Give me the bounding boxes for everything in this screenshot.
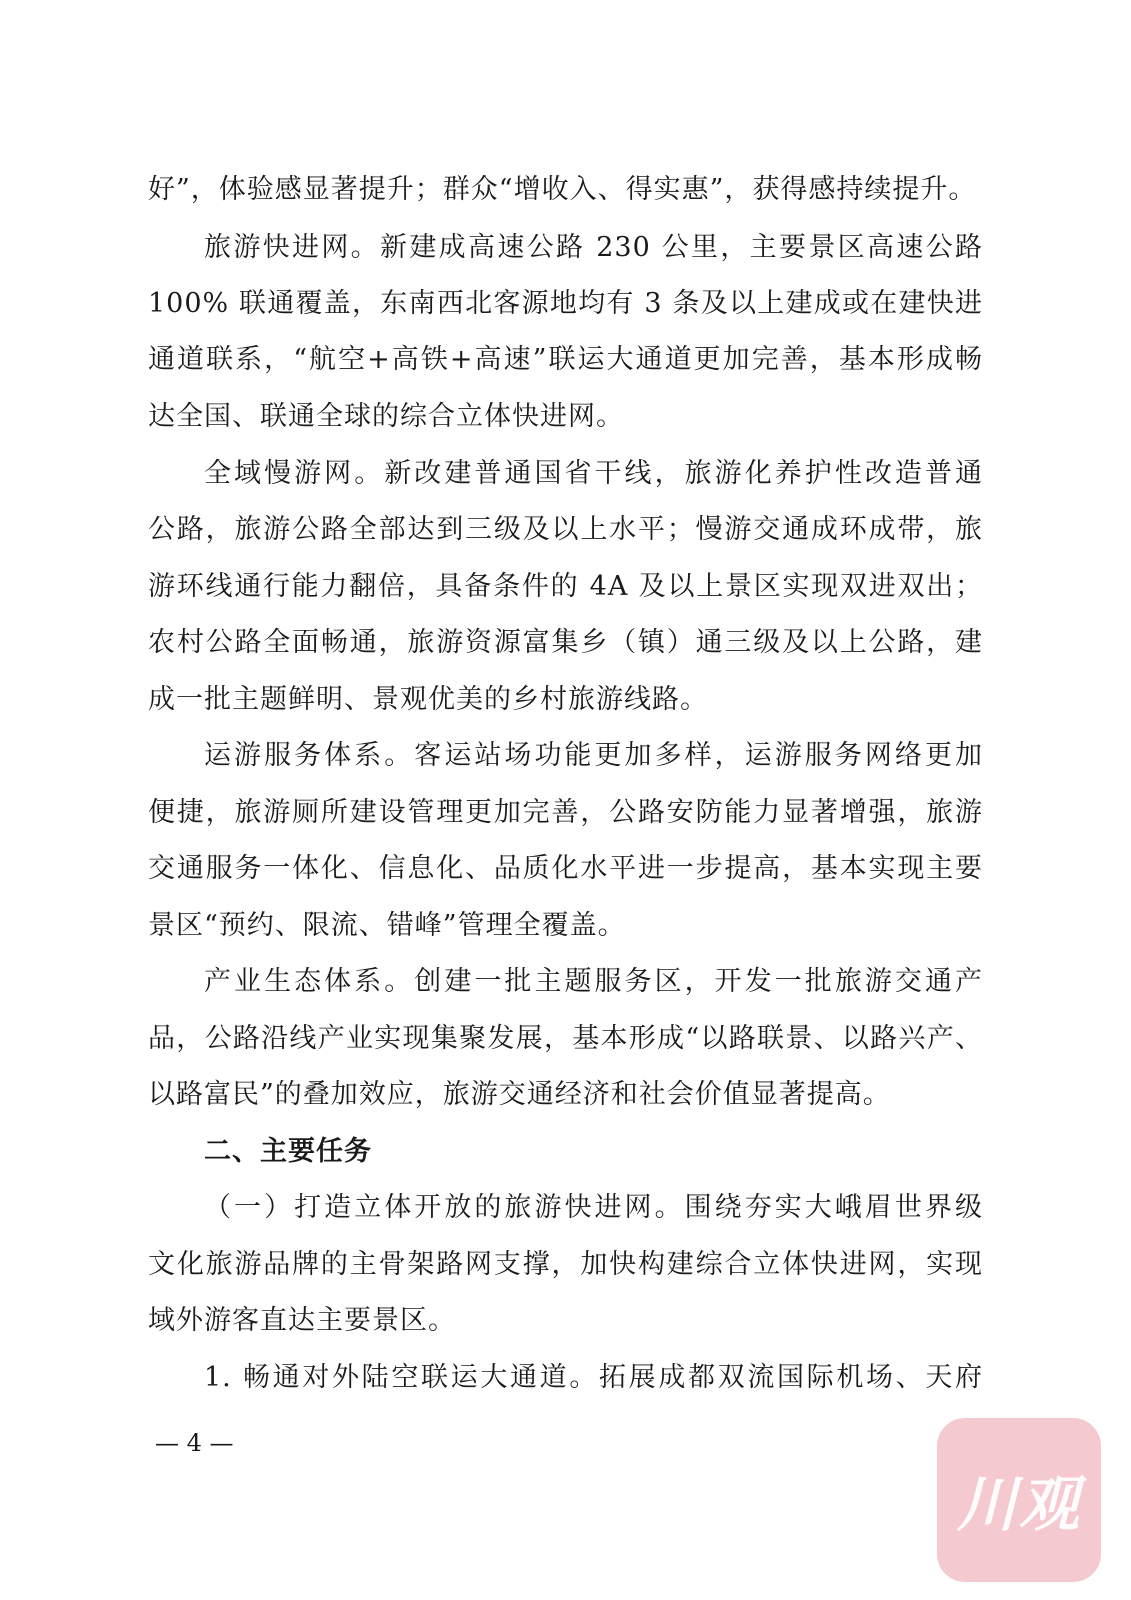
- text-line: 公路，旅游公路全部达到三级及以上水平；慢游交通成环成带，旅: [148, 514, 983, 545]
- watermark-text: 川观: [957, 1470, 1081, 1540]
- text-line: 成一批主题鲜明、景观优美的乡村旅游线路。: [148, 684, 708, 715]
- text-line: 品，公路沿线产业实现集聚发展，基本形成“以路联景、以路兴产、: [148, 1023, 983, 1054]
- paragraph-task-1: （一）打造立体开放的旅游快进网。围绕夯实大峨眉世界级: [204, 1192, 983, 1223]
- text-line: 交通服务一体化、信息化、品质化水平进一步提高，基本实现主要: [148, 853, 983, 884]
- watermark-logo: [937, 1418, 1101, 1582]
- text-line: 通道联系，“航空+高铁+高速”联运大通道更加完善，基本形成畅: [148, 344, 983, 375]
- text-line: 以路富民”的叠加效应，旅游交通经济和社会价值显著提高。: [148, 1079, 891, 1110]
- paragraph-industry-ecosystem: 产业生态体系。创建一批主题服务区，开发一批旅游交通产: [204, 966, 983, 997]
- page-number: — 4 —: [155, 1429, 234, 1457]
- text-line: 游环线通行能力翻倍，具备条件的 4A 及以上景区实现双进双出；: [148, 571, 983, 602]
- text-line: 便捷，旅游厕所建设管理更加完善，公路安防能力显著增强，旅游: [148, 797, 983, 828]
- paragraph-transport-service-system: 运游服务体系。客运站场功能更加多样，运游服务网络更加: [204, 740, 983, 771]
- text-line: 100% 联通覆盖，东南西北客源地均有 3 条及以上建成或在建快进: [148, 288, 983, 319]
- text-line: 好”，体验感显著提升；群众“增收入、得实惠”，获得感持续提升。: [148, 174, 977, 205]
- text-line: 文化旅游品牌的主骨架路网支撑，加快构建综合立体快进网，实现: [148, 1249, 983, 1280]
- text-line: 景区“预约、限流、错峰”管理全覆盖。: [148, 910, 626, 941]
- text-line: 域外游客直达主要景区。: [148, 1305, 456, 1336]
- paragraph-slow-travel-network: 全域慢游网。新改建普通国省干线，旅游化养护性改造普通: [204, 458, 983, 489]
- paragraph-express-network: 旅游快进网。新建成高速公路 230 公里，主要景区高速公路: [204, 232, 983, 263]
- paragraph-item-1: 1. 畅通对外陆空联运大通道。拓展成都双流国际机场、天府: [204, 1362, 983, 1393]
- section-heading-main-tasks: 二、主要任务: [204, 1136, 372, 1167]
- text-line: 农村公路全面畅通，旅游资源富集乡（镇）通三级及以上公路，建: [148, 627, 983, 658]
- text-line: 达全国、联通全球的综合立体快进网。: [148, 401, 624, 432]
